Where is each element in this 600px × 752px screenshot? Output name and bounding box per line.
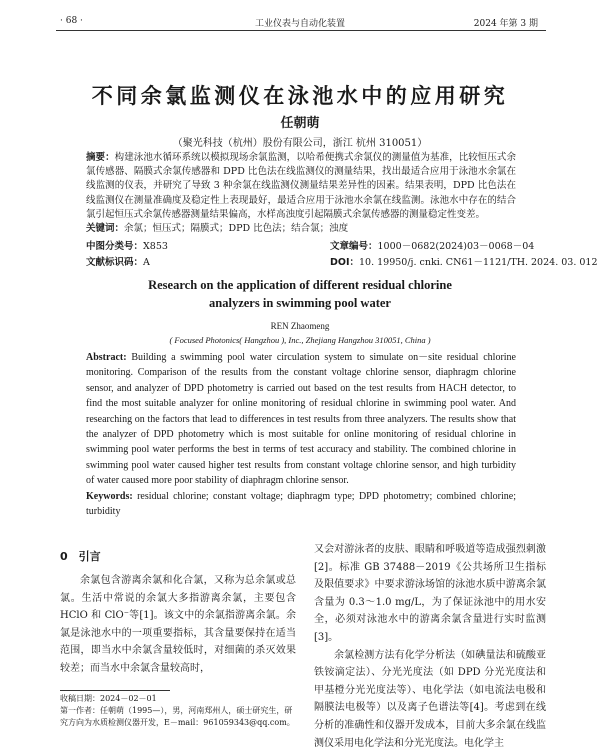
- title-zh: 不同余氯监测仪在泳池水中的应用研究: [91, 84, 509, 108]
- clc-label: 中图分类号：: [86, 241, 144, 252]
- body-left-column: [60, 572, 296, 678]
- keywords-en-label: Keywords:: [86, 491, 133, 502]
- body-paragraph: 余氯检测方法有化学分析法（如碘量法和硫酸亚铁铵滴定法）、分光光度法（如 DPD 分光光度法和甲基橙分光光度法等）、电化学法（如电流法电极和隔膜法电极等）以及离子色谱法等[4]。考虑到在线分析的准确性和仪器开发成本，目前大多余氯在线监测仪采用电化学法和分光光度法。电化学主: [314, 649, 546, 749]
- keywords-zh: [86, 222, 516, 236]
- doc-label: 文献标识码：: [86, 257, 144, 268]
- page-number: · 68 ·: [60, 16, 83, 26]
- abstract-zh-label: 摘要：: [86, 152, 115, 163]
- keywords-zh-label: 关键词：: [86, 223, 125, 234]
- affiliation-zh: （聚光科技（杭州）股份有限公司，浙江 杭州 310051）: [172, 138, 428, 149]
- artno-label: 文章编号：: [330, 241, 378, 252]
- footnote: [60, 693, 296, 729]
- body-paragraph: 又会对游泳者的皮肤、眼睛和呼吸道等造成强烈刺激[2]。标准 GB 37488－2019《公共场所卫生指标及限值要求》中要求游泳场馆的泳池水质中游离余氯含量为 0.3～1.0 mg/L，为了保证泳池中的用水安全，必须对泳池水中的游离余氯含量进行实时监测[3]。: [314, 544, 546, 643]
- doc-value: A: [143, 257, 150, 268]
- body-paragraph: 余氯包含游离余氯和化合氯，又称为总余氯或总氯。生活中常说的余氯大多指游离余氯，主要包含 HClO 和 ClO⁻等[1]。该文中的余氯指游离余氯。余氯是泳池水中的一项重要指标，其含量要保持在适当范围，即当水中余氯含量较低时，对细菌的杀灭效果较差；而当水中余氯含量较高时，: [60, 575, 296, 674]
- keywords-zh-text: 余氯；恒压式；隔膜式；DPD 比色法；结合氯；浊度: [124, 223, 349, 234]
- title-en-line2: analyzers in swimming pool water: [209, 296, 391, 310]
- header-rule: [56, 30, 546, 31]
- artno-value: 1000－0682(2024)03－0068－04: [377, 241, 535, 252]
- doi-value: 10. 19950/j. cnki. CN61－1121/TH. 2024. 03. 012: [359, 257, 598, 268]
- section-heading: 0 引言: [60, 550, 101, 563]
- affiliation-en: ( Focused Photonics( Hangzhou ), Inc., Zhejiang Hangzhou 310051, China ): [169, 335, 431, 345]
- clc-value: X853: [143, 241, 168, 252]
- body-right-column: [314, 541, 546, 752]
- doi: [330, 254, 598, 268]
- abstract-en-text: Building a swimming pool water circulation system to simulate on－site residual chlorine monitoring. Comparison of the results from the constant voltage chlorine sensor, diaphragm chlorine sensor, and analyzer of DPD photometry is carried out based on the test results from HACH detector, to find the most suitable analyzer for online monitoring of residual chlorine in swimming pool water. And researching on the factors that lead to differences in test results from three analyzers. The results show that the analyzer of DPD photometry which is most suitable for online monitoring of residual chlorine in swimming pool water performs the best in terms of test accuracy and stability. The combined chlorine in swimming pool water caused higher test results from constant voltage chlorine sensor, and high turbidity of water caused more poor stability of diaphragm chlorine sensor.: [86, 352, 516, 487]
- doi-label: DOI：: [330, 257, 359, 268]
- author-bio: 第一作者：任朝萌（1995—），男，河南郑州人，硕士研究生，研究方向为水质检测仪器开发，E－mail：961059343@qq.com。: [60, 706, 295, 727]
- abstract-en: [86, 350, 516, 489]
- author-en: REN Zhaomeng: [270, 321, 330, 331]
- title-en: [0, 276, 600, 312]
- abstract-en-label: Abstract:: [86, 352, 127, 363]
- received-date: 收稿日期：2024－02－01: [60, 694, 157, 703]
- article-number: [330, 238, 534, 252]
- journal-name: 工业仪表与自动化装置: [254, 19, 345, 29]
- title-en-line1: Research on the application of different residual chlorine: [148, 278, 452, 292]
- issue-label: 2024 年第 3 期: [473, 19, 538, 29]
- footnote-rule: [60, 690, 170, 691]
- abstract-zh: [86, 151, 516, 222]
- abstract-zh-text: 构建泳池水循环系统以模拟现场余氯监测，以哈希便携式余氯仪的测量值为基准，比较恒压式余氯传感器、隔膜式余氯传感器和 DPD 比色法在线监测仪的测量结果，找出最适合应用于泳池水余氯在线监测的仪表，并研究了导致 3 种余氯在线监测仪测量结果差异性的因素。结果表明，DPD 比色法在线监测仪在测量准确度及稳定性上表现最好，最适合应用于泳池水余氯在线监测。泳池水中存在的结合氯引起恒压式余氯传感器测量结果偏高，水样高浊度引起隔膜式余氯传感器的测量稳定性变差。: [86, 152, 516, 220]
- keywords-en-text: residual chlorine; constant voltage; diaphragm type; DPD photometry; combined chlorine; turbidity: [86, 491, 516, 518]
- keywords-en: [86, 489, 516, 520]
- clc-number: [86, 238, 168, 252]
- document-code: [86, 254, 150, 268]
- author-zh: 任朝萌: [280, 116, 320, 131]
